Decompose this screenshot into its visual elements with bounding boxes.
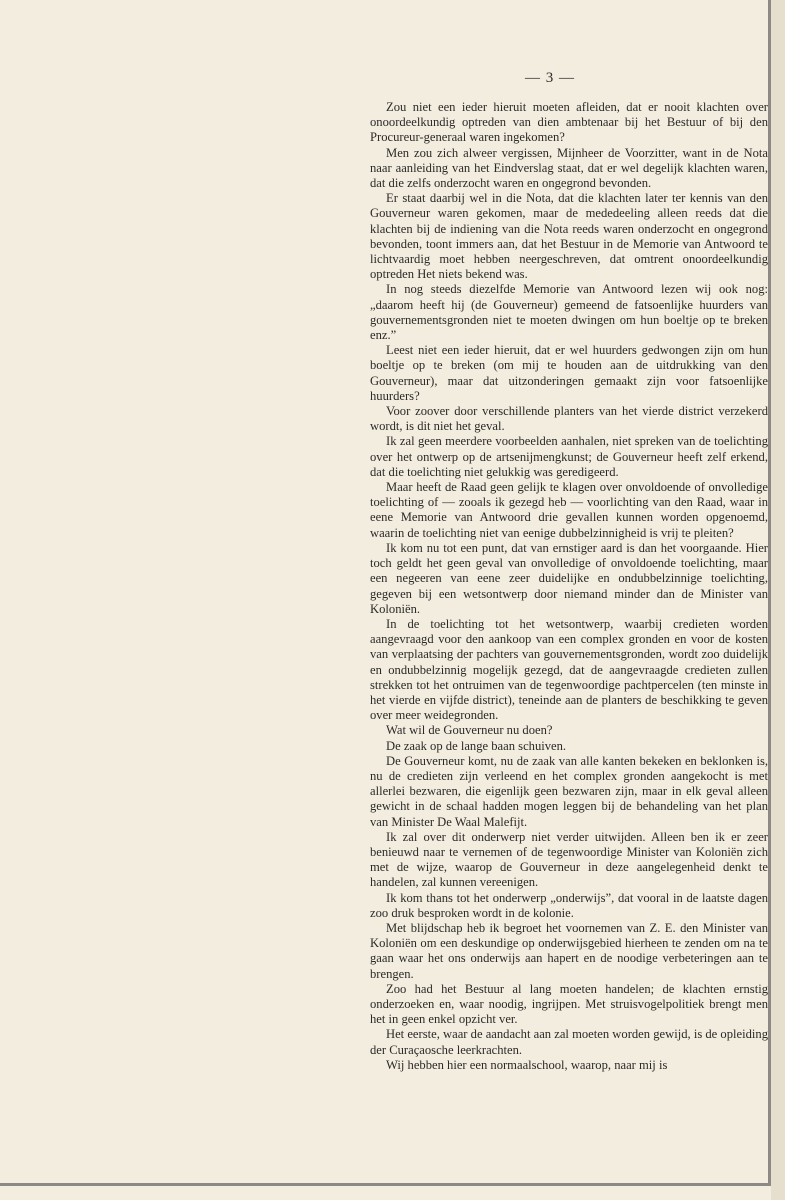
paragraph: Wat wil de Gouverneur nu doen? (386, 723, 553, 738)
paragraph: Ik kom nu tot een punt, dat van ernstiger aard is dan het voorgaande. Hier toch geldt het geen geval van onvolledige of onvoldoende toelichting, maar een negeeren van eene zeer duidelijke en ondubbelzinnige toelichting, gegeven bij een wetsontwerp door niemand minder dan de Minister van Koloniën. (370, 540, 768, 616)
paragraph: Het eerste, waar de aandacht aan zal moeten worden gewijd, is de opleiding der Curaçaosche leerkrachten. (370, 1027, 768, 1057)
paragraph: De zaak op de lange baan schuiven. (386, 738, 567, 753)
paragraph: Zoo had het Bestuur al lang moeten handelen; de klachten ernstig onderzoeken en, waar noodig, ingrijpen. Met struisvogelpolitiek brengt men het in geen enkel opzicht ver. (370, 981, 768, 1027)
paragraph: Zou niet een ieder hieruit moeten afleiden, dat er nooit klachten over onoordeelkundig optreden van dien ambtenaar bij het Bestuur of bij den Procureur-generaal waren ingekomen? (370, 100, 768, 145)
page-border-bottom (0, 1183, 771, 1186)
paragraph: In nog steeds diezelfde Memorie van Antwoord lezen wij ook nog: „daarom heeft hij (de Gouverneur) gemeend de fatsoenlijke huurders van gouvernementsgronden niet te moeten dwingen om hun boeltje op te breken enz.” (370, 282, 768, 343)
text-column (370, 100, 768, 1073)
paragraph: In de toelichting tot het wetsontwerp, waarbij credieten worden aangevraagd voor den aankoop van een complex gronden en voor de kosten van verplaatsing der pachters van gouvernementsgronden, wordt zoo duidelijk en ondubbelzinnig mogelijk gezegd, dat de aangevraagde credieten zullen strekken tot het ontruimen van de tegenwoordige pachtpercelen (ten minste in het vierde en vijfde district), teneinde aan de planters de beschikking te geven over meer weidegronden. (370, 616, 768, 723)
paragraph: Voor zoover door verschillende planters van het vierde district verzekerd wordt, is dit niet het geval. (370, 404, 768, 434)
page-number: — 3 — (525, 70, 575, 86)
page-spine (771, 0, 785, 1200)
paragraph: Leest niet een ieder hieruit, dat er wel huurders gedwongen zijn om hun boeltje op te breken (om mij te houden aan de uitdrukking van den Gouverneur), maar dat uitzonderingen gemaakt zijn voor fatsoenlijke huurders? (370, 343, 768, 403)
paragraph: Maar heeft de Raad geen gelijk te klagen over onvoldoende of onvolledige toelichting of — zooals ik gezegd heb — voorlichting van den Raad, waar in eene Memorie van Antwoord drie gevallen kunnen worden opgenoemd, waarin de toelichting niet van eenige dubbelzinnigheid is vrij te pleiten? (370, 480, 768, 540)
paragraph: Ik zal over dit onderwerp niet verder uitwijden. Alleen ben ik er zeer benieuwd naar te vernemen of de tegenwoordige Minister van Koloniën zich met de wijze, waarop de Gouverneur in deze aangelegenheid denkt te handelen, zal kunnen vereenigen. (370, 829, 768, 890)
paragraph: Ik kom thans tot het onderwerp „onderwijs”, dat vooral in de laatste dagen zoo druk besproken wordt in de kolonie. (370, 890, 768, 920)
paragraph: Men zou zich alweer vergissen, Mijnheer de Voorzitter, want in de Nota naar aanleiding van het Eindverslag staat, dat er wel degelijk klachten waren, dat die zelfs onderzocht waren en ongegrond bevonden. (370, 145, 768, 191)
page-border-right (768, 0, 771, 1185)
page-number-wrap (0, 70, 785, 87)
paragraph: Ik zal geen meerdere voorbeelden aanhalen, niet spreken van de toelichting over het ontwerp op de artsenijmengkunst; de Gouverneur heeft zelf erkend, dat die toelichting niet gelukkig was geredigeerd. (370, 434, 768, 479)
paragraph: De Gouverneur komt, nu de zaak van alle kanten bekeken en beklonken is, nu de credieten zijn verleend en het complex gronden aangekocht is met allerlei bezwaren, die eigenlijk geen bezwaren zijn, maar in elk geval alleen gewicht in de schaal hadden mogen leggen bij de behandeling van het plan van Minister De Waal Malefijt. (370, 753, 768, 829)
paragraph: Wij hebben hier een normaalschool, waarop, naar mij is (386, 1057, 668, 1072)
paragraph: Met blijdschap heb ik begroet het voornemen van Z. E. den Minister van Koloniën om een deskundige op onderwijsgebied hierheen te zenden om na te gaan waar het ons onderwijs aan hapert en de noodige verbeteringen aan te brengen. (370, 920, 768, 981)
paragraph: Er staat daarbij wel in die Nota, dat die klachten later ter kennis van den Gouverneur waren gekomen, maar de mededeeling alleen reeds dat die klachten bij de indiening van die Nota reeds waren onderzocht en ongegrond bevonden, toont immers aan, dat het Bestuur in de Memorie van Antwoord te lichtvaardig moet hebben neergeschreven, dat omtrent onoordeelkundig optreden Het niets bekend was. (370, 191, 768, 282)
